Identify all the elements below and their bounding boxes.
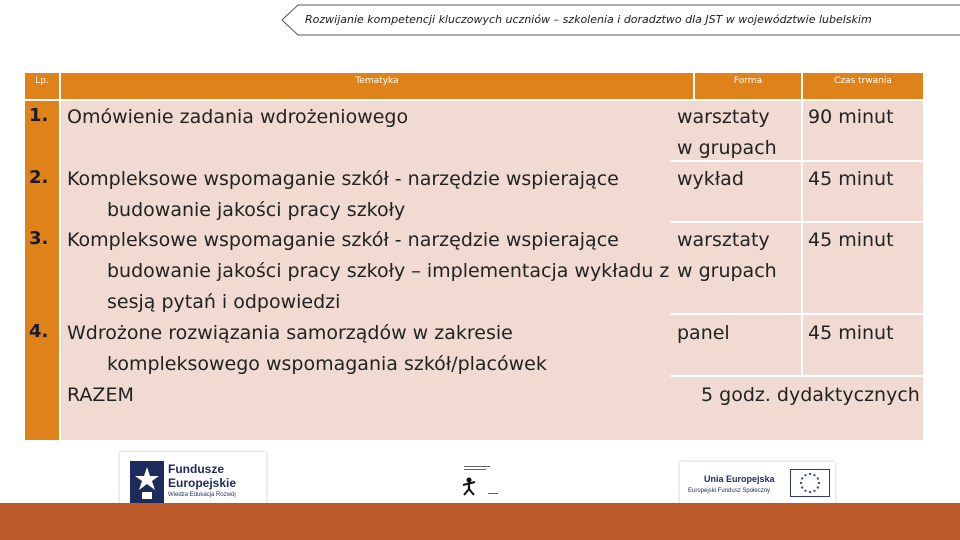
eu-flag-icon (790, 469, 830, 497)
topic-line: Omówienie zadania wdrożeniowego (67, 106, 409, 128)
header-lp: Lp. (25, 73, 59, 99)
banner-title: Rozwijanie kompetencji kluczowych uczniów – szkolenia i doradztwo dla JST w województwie lubelskim (305, 13, 872, 26)
topic-line: budowanie jakości pracy szkoły – implementacja wykładu z (107, 260, 670, 282)
row-duration: 45 minut (808, 229, 894, 251)
topic-line: kompleksowego wspomagania szkół/placówek (107, 353, 547, 375)
total-value: 5 godz. dydaktycznych (701, 384, 920, 406)
fe-logo-line1: Fundusze (168, 462, 224, 476)
topic-line: budowanie jakości pracy szkoły (107, 199, 406, 221)
row-topic (67, 225, 669, 318)
ue-logo-line1: Unia Europejska (704, 474, 775, 484)
row-number: 4. (29, 321, 49, 342)
row-topic (67, 318, 547, 380)
column-divider (59, 101, 61, 440)
row-topic (67, 164, 619, 226)
form-line: panel (677, 322, 730, 344)
row-number: 2. (29, 167, 49, 188)
row-number: 3. (29, 228, 49, 249)
row-topic (67, 102, 408, 133)
column-divider (801, 101, 803, 376)
fe-star-icon (130, 461, 164, 503)
fe-logo-line3: Wiedza Edukacja Rozwój (168, 492, 236, 498)
header-topic: Tematyka (61, 73, 693, 99)
row-form (677, 164, 744, 195)
ue-logo-line2: Europejski Fundusz Społeczny (688, 488, 771, 494)
header-form: Forma (695, 73, 801, 99)
row-form (677, 318, 730, 349)
row-form (677, 102, 777, 164)
row-divider (670, 313, 923, 315)
row-divider (670, 375, 923, 377)
header-duration: Czas trwania (803, 73, 923, 99)
topic-line: Wdrożone rozwiązania samorządów w zakresie (67, 322, 513, 344)
partner-figure-icon (458, 464, 502, 498)
row-divider (670, 221, 923, 223)
form-line: wykład (677, 168, 744, 190)
total-label: RAZEM (67, 384, 134, 406)
topic-line: Kompleksowe wspomaganie szkół - narzędzie wspierające (67, 168, 619, 190)
form-line: warsztaty (677, 106, 770, 128)
row-duration: 45 minut (808, 168, 894, 190)
fe-logo-line2: Europejskie (168, 476, 237, 490)
topic-line: Kompleksowe wspomaganie szkół - narzędzie wspierające (67, 229, 619, 251)
form-line: w grupach (677, 137, 777, 159)
title-banner (270, 4, 960, 36)
row-duration: 45 minut (808, 322, 894, 344)
footer-bar (0, 503, 960, 540)
row-form (677, 225, 777, 287)
row-duration: 90 minut (808, 106, 894, 128)
lp-column (25, 101, 59, 440)
unia-europejska-logo (680, 462, 835, 506)
topic-line: sesją pytań i odpowiedzi (107, 291, 341, 313)
row-number: 1. (29, 105, 49, 126)
form-line: w grupach (677, 260, 777, 282)
form-line: warsztaty (677, 229, 770, 251)
partner-logo (458, 464, 502, 498)
